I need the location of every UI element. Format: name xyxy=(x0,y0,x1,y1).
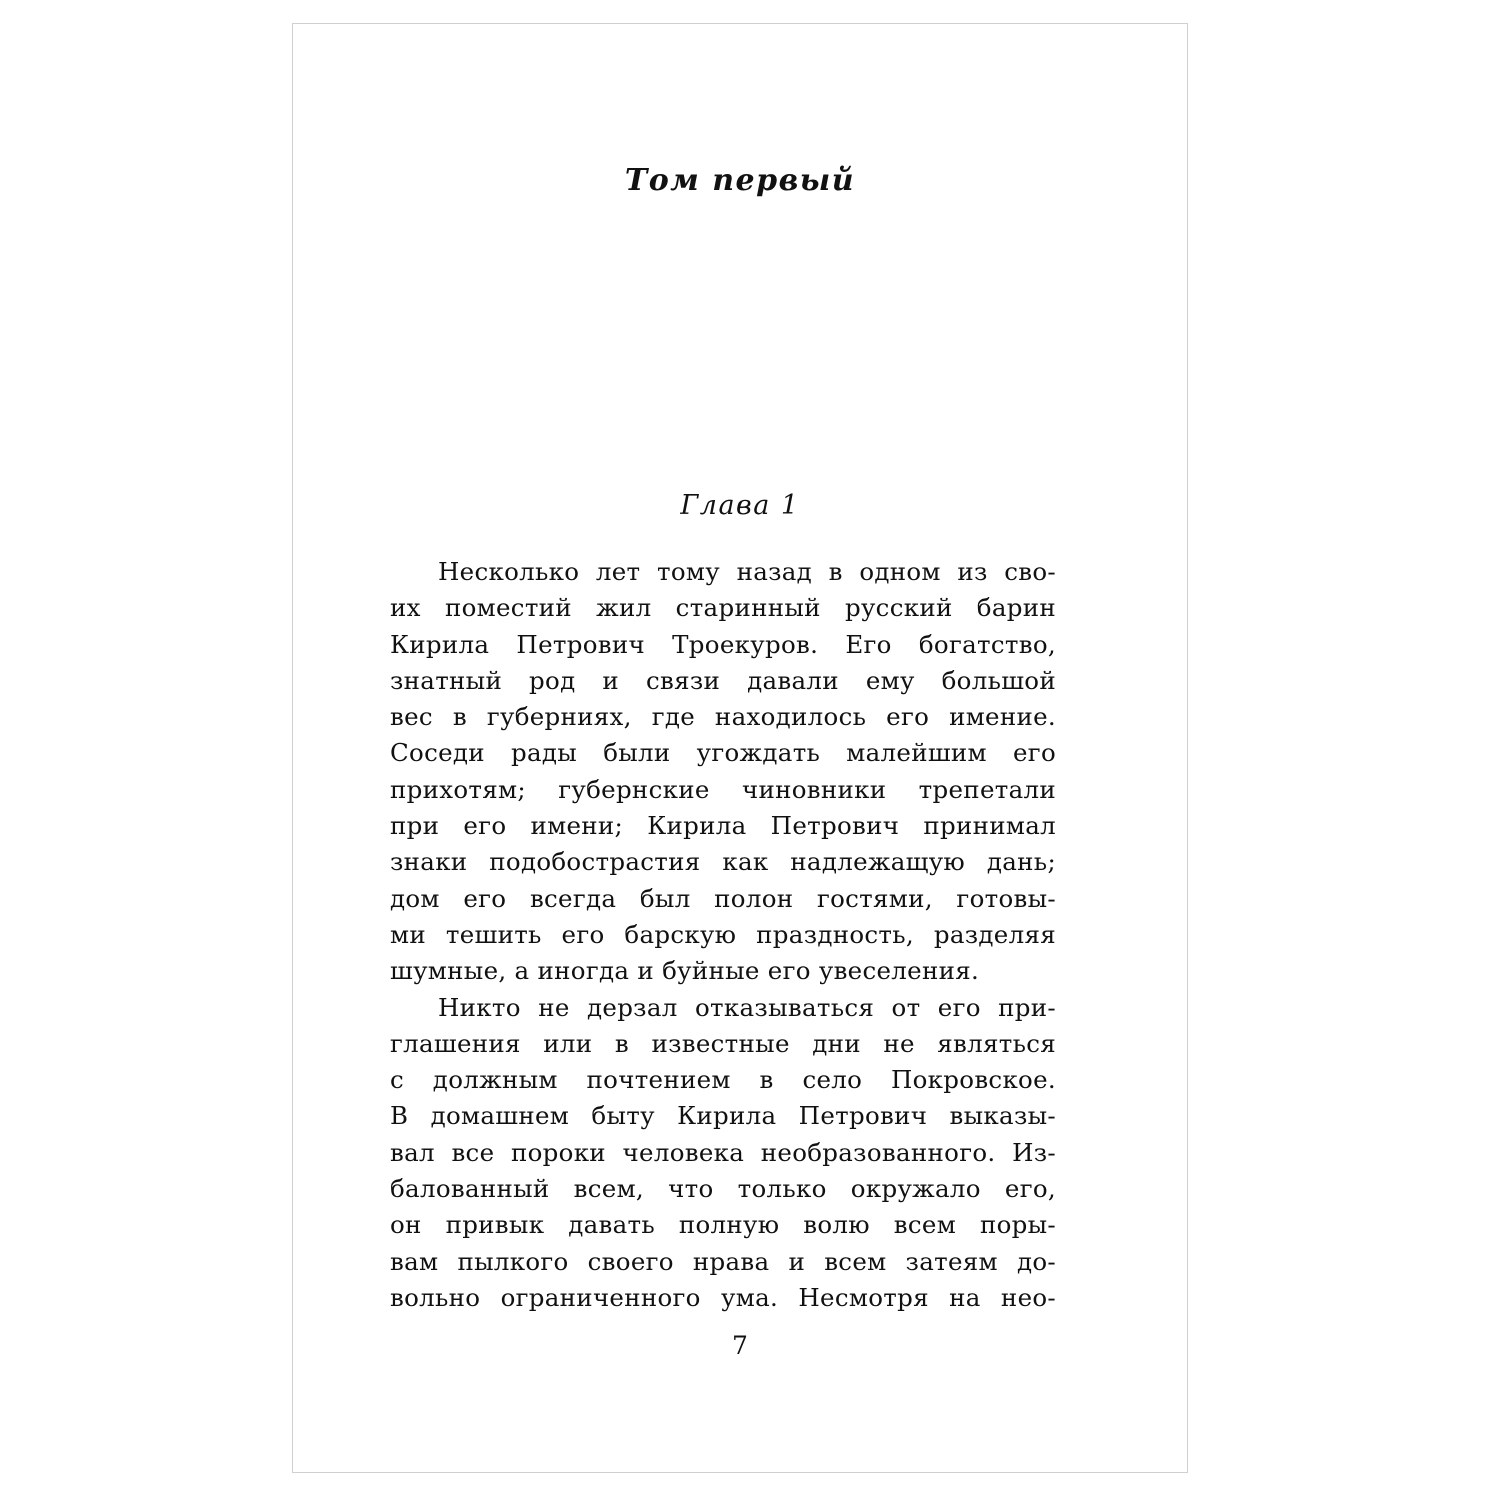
text-line: вам пылкого своего нрава и всем затеям до- xyxy=(390,1246,1056,1276)
text-line: их поместий жил старинный русский барин xyxy=(390,593,1056,623)
text-line: Кирила Петрович Троекуров. Его богатство, xyxy=(390,629,1056,659)
text-line: ми тешить его барскую праздность, разделяя xyxy=(390,919,1056,949)
text-line: Никто не дерзал отказываться от его при- xyxy=(438,992,1056,1022)
text-line: В домашнем быту Кирила Петрович выказы- xyxy=(390,1101,1056,1131)
text-line: балованный всем, что только окружало его, xyxy=(390,1174,1056,1204)
text-line: Соседи рады были угождать малейшим его xyxy=(390,738,1056,768)
text-line: дом его всегда был полон гостями, готовы- xyxy=(390,883,1056,913)
text-line: вольно ограниченного ума. Несмотря на нео- xyxy=(390,1282,1056,1312)
text-line: вал все пороки человека необразованного. Из- xyxy=(390,1137,1056,1167)
chapter-title: Глава 1 xyxy=(680,490,800,521)
volume-title: Том первый xyxy=(624,163,856,198)
body-text xyxy=(390,554,1056,1316)
text-line: Несколько лет тому назад в одном из сво- xyxy=(438,557,1056,586)
text-line: вес в губерниях, где находилось его имение. xyxy=(390,702,1056,732)
text-line: с должным почтением в село Покровское. xyxy=(390,1065,1056,1095)
text-line: шумные, а иногда и буйные его увеселения. xyxy=(390,956,980,986)
text-line: прихотям; губернские чиновники трепетали xyxy=(390,774,1056,804)
book-page xyxy=(292,23,1188,1473)
text-line: знаки подобострастия как надлежащую дань; xyxy=(390,847,1056,877)
text-line: при его имени; Кирила Петрович принимал xyxy=(390,811,1056,841)
text-line: знатный род и связи давали ему большой xyxy=(390,665,1056,695)
text-line: он привык давать полную волю всем поры- xyxy=(390,1210,1056,1240)
page-number: 7 xyxy=(732,1331,748,1360)
text-line: глашения или в известные дни не являться xyxy=(390,1028,1056,1058)
